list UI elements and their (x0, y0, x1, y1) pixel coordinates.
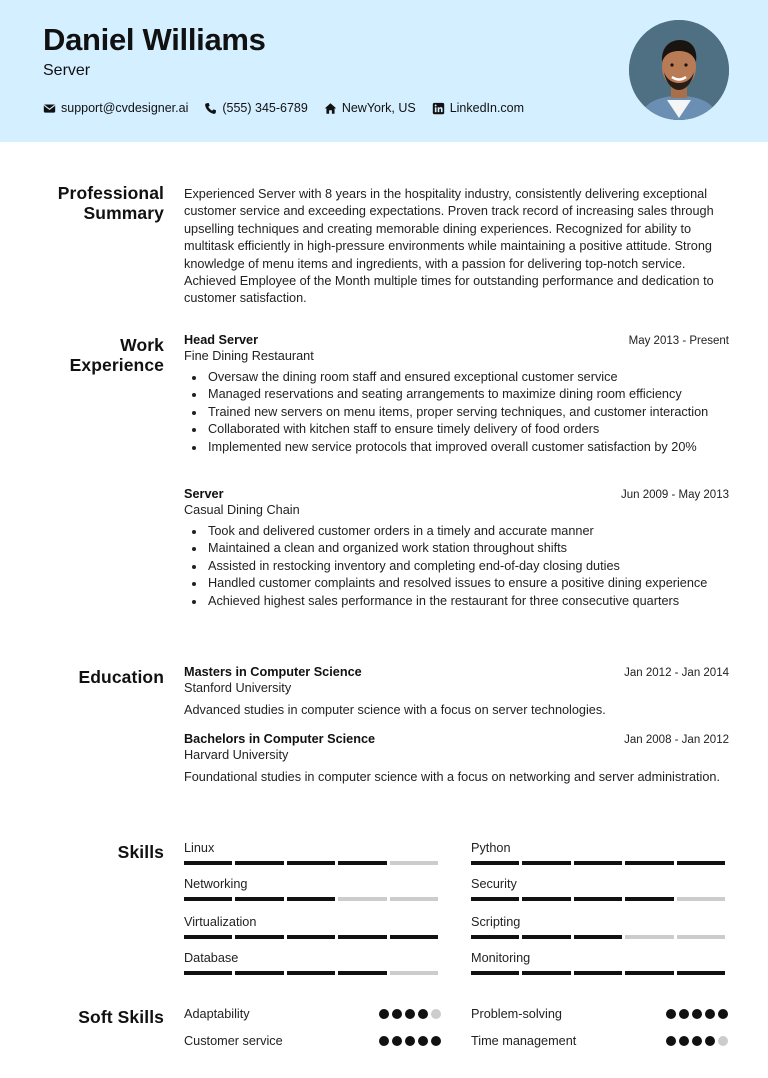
list-item: Handled customer complaints and resolved issues to ensure a positive dining experience (184, 575, 729, 592)
skill-level-bar (471, 935, 728, 939)
skill-level-segment (471, 861, 519, 865)
rating-dot (379, 1036, 389, 1046)
rating-dot (379, 1009, 389, 1019)
candidate-name: Daniel Williams (43, 22, 266, 57)
skill-level-segment (390, 897, 438, 901)
contact-linkedin-text: LinkedIn.com (449, 101, 525, 115)
skill-level-segment (522, 935, 570, 939)
soft-skill-rating (663, 1009, 728, 1019)
list-item: Managed reservations and seating arrangements to maximize dining room efficiency (184, 386, 729, 403)
skill-level-segment (338, 935, 386, 939)
skill-item (471, 915, 728, 939)
skill-item (184, 915, 441, 939)
skill-level-bar (471, 897, 728, 901)
skill-level-segment (522, 897, 570, 901)
skill-level-segment (625, 971, 673, 975)
skill-item (184, 951, 441, 975)
skill-name: Scripting (471, 915, 521, 929)
skill-level-segment (235, 935, 283, 939)
education-entry (184, 665, 729, 719)
contact-location (324, 101, 416, 115)
degree-title: Masters in Computer Science (184, 665, 362, 679)
contact-list (43, 101, 540, 115)
home-icon (324, 102, 337, 115)
list-item: Achieved highest sales performance in the restaurant for three consecutive quarters (184, 593, 729, 610)
work-title-text: Work Experience (69, 335, 164, 375)
skill-level-segment (471, 971, 519, 975)
skill-item (184, 841, 441, 865)
skill-level-bar (184, 971, 441, 975)
job-entry (184, 333, 729, 456)
education-description: Foundational studies in computer science with a focus on networking and server administration. (184, 770, 720, 784)
envelope-icon (43, 102, 56, 115)
skill-level-segment (625, 935, 673, 939)
skill-level-segment (471, 897, 519, 901)
soft-skill-item (471, 1007, 728, 1021)
skill-level-segment (677, 935, 725, 939)
contact-linkedin[interactable] (432, 101, 524, 115)
education-entry (184, 732, 729, 786)
degree-title: Bachelors in Computer Science (184, 732, 376, 746)
skill-name: Networking (184, 877, 248, 891)
job-title: Head Server (184, 333, 259, 347)
skill-level-segment (338, 861, 386, 865)
skill-name: Monitoring (471, 951, 531, 965)
skill-level-segment (471, 935, 519, 939)
soft-skill-name: Adaptability (184, 1007, 250, 1021)
skill-item (471, 841, 728, 865)
skill-level-segment (677, 971, 725, 975)
skill-level-bar (184, 897, 441, 901)
skill-level-segment (184, 935, 232, 939)
skill-level-segment (338, 897, 386, 901)
contact-phone-text: (555) 345-6789 (222, 101, 308, 115)
job-bullets (184, 523, 729, 610)
skill-name: Linux (184, 841, 215, 855)
contact-location-text: NewYork, US (341, 101, 416, 115)
rating-dot (679, 1036, 689, 1046)
skill-level-segment (338, 971, 386, 975)
skill-level-segment (184, 971, 232, 975)
school-name: Stanford University (184, 681, 292, 695)
job-date: Jun 2009 - May 2013 (620, 489, 729, 501)
skill-level-bar (184, 935, 441, 939)
skill-level-segment (390, 971, 438, 975)
list-item: Maintained a clean and organized work station throughout shifts (184, 540, 729, 557)
rating-dot (666, 1009, 676, 1019)
job-title: Server (184, 487, 224, 501)
list-item: Oversaw the dining room staff and ensured exceptional customer service (184, 369, 729, 386)
education-date: Jan 2008 - Jan 2012 (624, 734, 729, 746)
rating-dot (666, 1036, 676, 1046)
summary-text: Experienced Server with 8 years in the hospitality industry, consistently delivering exceptional customer service and exceeding expectations. Proven track record of increasing sales through upselling techniques and creating memorable dining experiences. Recognized for ability to multitask efficiently in high-pressure environments while maintaining a positive attitude. Strong knowledge of menu items and ingredients, with a passion for delivering top-notch service. Achieved Employee of the Month multiple times for outstanding performance and dedication to customer satisfaction. (184, 187, 714, 306)
skill-level-segment (235, 897, 283, 901)
skill-level-segment (522, 861, 570, 865)
job-entry (184, 487, 729, 610)
rating-dot (679, 1009, 689, 1019)
job-employer: Casual Dining Chain (184, 503, 300, 517)
section-title-summary (44, 183, 164, 223)
rating-dot (692, 1036, 702, 1046)
skill-level-segment (287, 861, 335, 865)
soft-skill-rating (663, 1036, 728, 1046)
skill-level-segment (390, 935, 438, 939)
rating-dot (418, 1009, 428, 1019)
linkedin-icon (432, 102, 445, 115)
soft-skill-item (184, 1007, 441, 1021)
rating-dot (692, 1009, 702, 1019)
list-item: Took and delivered customer orders in a timely and accurate manner (184, 523, 729, 540)
skill-level-segment (625, 897, 673, 901)
skill-level-segment (522, 971, 570, 975)
section-title-work (64, 335, 164, 375)
skill-level-segment (677, 861, 725, 865)
skill-name: Security (471, 877, 517, 891)
header-banner (0, 0, 768, 142)
summary-title-text: Professional Summary (57, 183, 164, 223)
skill-item (471, 951, 728, 975)
skill-level-segment (625, 861, 673, 865)
soft-skill-item (471, 1034, 728, 1048)
skill-level-segment (390, 861, 438, 865)
rating-dot (418, 1036, 428, 1046)
skill-level-bar (471, 971, 728, 975)
rating-dot (405, 1009, 415, 1019)
skill-name: Python (471, 841, 511, 855)
soft-skills-title-text: Soft Skills (78, 1007, 164, 1027)
soft-skill-name: Problem-solving (471, 1007, 562, 1021)
skill-item (184, 877, 441, 901)
skills-title-text: Skills (117, 842, 164, 862)
skill-level-segment (574, 935, 622, 939)
skill-name: Virtualization (184, 915, 257, 929)
skill-level-segment (287, 935, 335, 939)
soft-skill-name: Time management (471, 1034, 577, 1048)
school-name: Harvard University (184, 748, 289, 762)
section-title-education (79, 667, 165, 687)
education-title-text: Education (78, 667, 164, 687)
job-bullets (184, 369, 729, 456)
skill-level-segment (235, 971, 283, 975)
skill-level-segment (677, 897, 725, 901)
list-item: Collaborated with kitchen staff to ensure timely delivery of food orders (184, 421, 729, 438)
skill-level-segment (235, 861, 283, 865)
rating-dot (431, 1009, 441, 1019)
job-employer: Fine Dining Restaurant (184, 349, 314, 363)
section-title-soft-skills (78, 1007, 164, 1027)
candidate-role: Server (43, 62, 91, 79)
section-title-skills (118, 842, 164, 862)
list-item: Implemented new service protocols that improved overall customer satisfaction by 20% (184, 439, 729, 456)
soft-skill-item (184, 1034, 441, 1048)
contact-email[interactable] (43, 101, 188, 115)
list-item: Trained new servers on menu items, proper serving techniques, and customer interaction (184, 404, 729, 421)
soft-skill-rating (376, 1036, 441, 1046)
contact-phone[interactable] (204, 101, 307, 115)
rating-dot (718, 1009, 728, 1019)
soft-skill-rating (376, 1009, 441, 1019)
skill-level-segment (184, 861, 232, 865)
list-item: Assisted in restocking inventory and completing end-of-day closing duties (184, 558, 729, 575)
rating-dot (392, 1009, 402, 1019)
contact-email-text: support@cvdesigner.ai (61, 101, 189, 115)
skill-level-segment (574, 897, 622, 901)
rating-dot (718, 1036, 728, 1046)
skill-level-bar (471, 861, 728, 865)
rating-dot (431, 1036, 441, 1046)
skill-level-segment (184, 897, 232, 901)
soft-skill-name: Customer service (184, 1034, 283, 1048)
skill-level-segment (574, 971, 622, 975)
skill-level-segment (574, 861, 622, 865)
education-date: Jan 2012 - Jan 2014 (624, 667, 729, 679)
rating-dot (705, 1036, 715, 1046)
skill-item (471, 877, 728, 901)
skill-level-segment (287, 971, 335, 975)
skill-level-segment (287, 897, 335, 901)
phone-icon (204, 102, 217, 115)
rating-dot (392, 1036, 402, 1046)
rating-dot (405, 1036, 415, 1046)
profile-photo (629, 20, 729, 120)
skill-name: Database (184, 951, 239, 965)
skill-level-bar (184, 861, 441, 865)
job-date: May 2013 - Present (628, 335, 729, 347)
education-description: Advanced studies in computer science with a focus on server technologies. (184, 703, 606, 717)
rating-dot (705, 1009, 715, 1019)
